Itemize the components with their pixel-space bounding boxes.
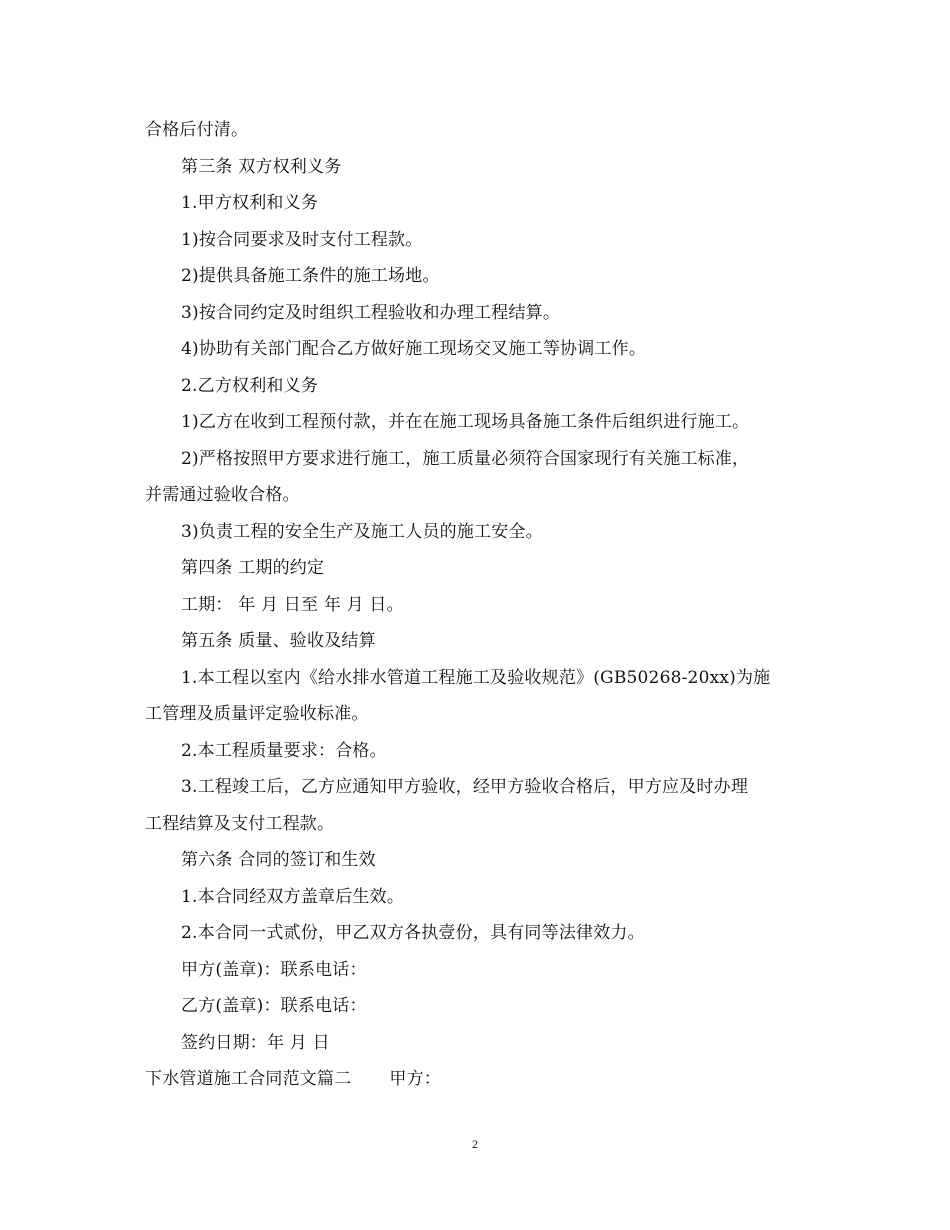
next-section-title: 下水管道施工合同范文篇二 xyxy=(145,1069,352,1089)
party-a-label: 甲方： xyxy=(389,1069,442,1089)
list-item: 3.工程竣工后，乙方应通知甲方验收，经甲方验收合格后，甲方应及时办理 xyxy=(181,777,749,797)
list-item: 3)按合同约定及时组织工程验收和办理工程结算。 xyxy=(181,302,561,323)
section-heading: 第四条 工期的约定 xyxy=(181,558,325,578)
list-item: 1.本工程以室内《给水排水管道工程施工及验收规范》(GB50268-20xx)为施 xyxy=(181,667,771,688)
subsection-heading: 2.乙方权利和义务 xyxy=(181,375,319,396)
list-item: 2.本合同一式贰份，甲乙双方各执壹份，具有同等法律效力。 xyxy=(181,923,645,943)
list-item: 4)协助有关部门配合乙方做好施工现场交叉施工等协调工作。 xyxy=(181,339,647,359)
list-item: 2)严格按照甲方要求进行施工，施工质量必须符合国家现行有关施工标准， xyxy=(181,448,750,469)
section-heading: 第三条 双方权利义务 xyxy=(181,156,342,177)
text-line: 工管理及质量评定验收标准。 xyxy=(145,704,369,724)
next-section-line xyxy=(145,1061,805,1098)
text-line: 工期： 年 月 日至 年 月 日。 xyxy=(181,594,404,615)
list-item: 2)提供具备施工条件的施工场地。 xyxy=(181,266,440,286)
list-item: 1)按合同要求及时支付工程款。 xyxy=(181,229,423,250)
page-number: 2 xyxy=(472,1137,478,1151)
list-item: 1)乙方在收到工程预付款，并在在施工现场具备施工条件后组织进行施工。 xyxy=(181,412,750,432)
subsection-heading: 1.甲方权利和义务 xyxy=(181,193,319,213)
text-line: 工程结算及支付工程款。 xyxy=(145,813,335,834)
text-line: 合格后付清。 xyxy=(145,120,249,140)
section-heading: 第五条 质量、验收及结算 xyxy=(181,631,376,651)
list-item: 3)负责工程的安全生产及施工人员的施工安全。 xyxy=(181,521,543,542)
signature-line: 甲方(盖章)：联系电话： xyxy=(181,959,367,980)
signature-line: 乙方(盖章)：联系电话： xyxy=(181,996,367,1016)
signing-date-line: 签约日期：年 月 日 xyxy=(181,1032,330,1053)
list-item: 1.本合同经双方盖章后生效。 xyxy=(181,886,405,907)
text-line: 并需通过验收合格。 xyxy=(145,485,300,505)
list-item: 2.本工程质量要求：合格。 xyxy=(181,740,387,761)
section-heading: 第六条 合同的签订和生效 xyxy=(181,850,376,870)
document-body xyxy=(145,112,805,1098)
